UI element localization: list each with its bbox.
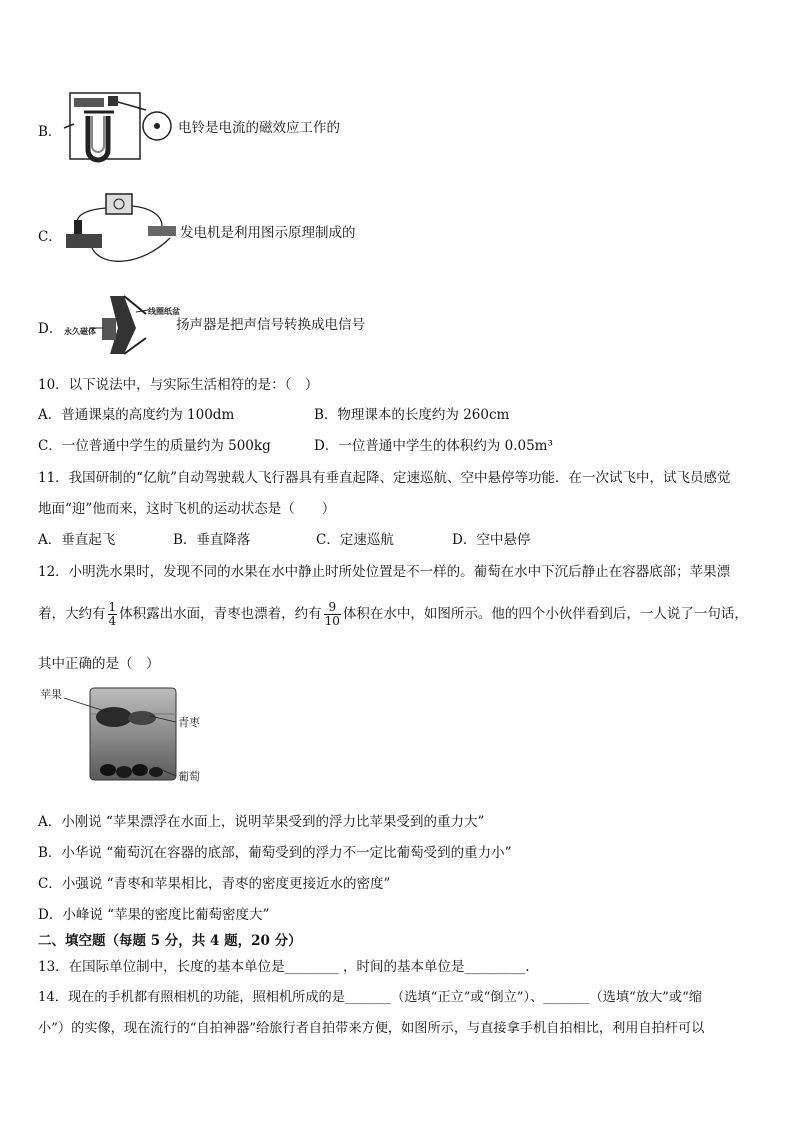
q10-option-c: C．一位普通中学生的质量约为 500kg — [38, 438, 271, 454]
q14-line1: 14．现在的手机都有照相机的功能，照相机所成的是_______（选填“正立”或“倒立”）、_______（选填“放大”或“缩 — [38, 990, 702, 1005]
q9-option-b-letter: B． — [38, 124, 62, 140]
q9-option-c-letter: C． — [38, 229, 62, 245]
q14-line2: 小”）的实像，现在流行的“自拍神器”给旅行者自拍带来方便，如图所示，与直接拿手机自拍相比，利用自拍杆可以 — [38, 1021, 705, 1036]
q10-option-a: A．普通课桌的高度约为 100dm — [38, 407, 235, 423]
q12-stem-line1: 12．小明洗水果时，发现不同的水果在水中静止时所处位置是不一样的。葡萄在水中下沉后静止在容器底部；苹果漂 — [38, 564, 731, 580]
generator-principle-figure — [62, 188, 180, 268]
fruits-in-water-figure — [38, 684, 218, 786]
q11-stem-line1: 11．我国研制的“亿航”自动驾驶载人飞行器具有垂直起降、定速巡航、空中悬停等功能．在一次试飞中，试飞员感觉 — [38, 470, 731, 486]
loudspeaker-label-magnet: 永久磁体 — [64, 327, 96, 336]
q11-option-c: C．定速巡航 — [316, 532, 394, 548]
fraction-numerator: 1 — [108, 600, 117, 614]
q11-option-d: D．空中悬停 — [452, 532, 531, 548]
q12-stem-part-c: 体积在水中，如图所示。他的四个小伙伴看到后，一人说了一句话， — [342, 606, 748, 622]
fraction-numerator: 9 — [324, 601, 341, 615]
q10-option-d: D．一位普通中学生的体积约为 0.05m³ — [314, 438, 553, 454]
q9-option-d-text: 扬声器是把声信号转换成电信号 — [176, 317, 365, 333]
q12-option-c: C．小强说 “青枣和苹果相比，青枣的密度更接近水的密度” — [38, 876, 391, 892]
label-grape: 葡萄 — [178, 770, 200, 783]
label-apple: 苹果 — [40, 688, 62, 701]
fraction-nine-tenths — [324, 601, 341, 628]
fraction-denominator: 10 — [324, 614, 340, 628]
q9-option-d-letter: D． — [38, 321, 63, 337]
q11-stem-line2: 地面“迎”他而来，这时飞机的运动状态是（ ） — [38, 501, 336, 517]
q12-stem-part-b: 体积露出水面，青枣也漂着，约有 — [119, 606, 322, 622]
q13-text: 13．在国际单位制中，长度的基本单位是________ ，时间的基本单位是_________. — [38, 959, 530, 975]
q10-option-b: B．物理课本的长度约为 260cm — [314, 407, 510, 423]
section2-title: 二、填空题（每题 5 分，共 4 题，20 分） — [38, 933, 302, 949]
q12-stem-part-a: 着，大约有 — [38, 606, 106, 622]
label-jujube: 青枣 — [178, 716, 200, 729]
q12-stem-line2 — [38, 599, 748, 629]
q9-option-c-text: 发电机是利用图示原理制成的 — [180, 225, 356, 241]
loudspeaker-label-coil: 线圈纸盆 — [148, 307, 180, 316]
q12-option-d: D．小峰说 “苹果的密度比葡萄密度大” — [38, 907, 270, 923]
q12-option-b: B．小华说 “葡萄沉在容器的底部，葡萄受到的浮力不一定比葡萄受到的重力小” — [38, 845, 512, 861]
q10-stem: 10．以下说法中，与实际生活相符的是：（ ） — [38, 377, 319, 393]
q12-stem-line3: 其中正确的是（ ） — [38, 656, 160, 672]
q11-option-b: B．垂直降落 — [173, 532, 251, 548]
q9-option-b-text: 电铃是电流的磁效应工作的 — [178, 120, 340, 136]
electric-bell-figure — [62, 88, 174, 166]
loudspeaker-figure — [62, 288, 180, 364]
fraction-denominator: 4 — [108, 614, 117, 628]
fraction-one-quarter — [108, 601, 118, 628]
q11-option-a: A．垂直起飞 — [38, 532, 116, 548]
q12-option-a: A．小刚说 “苹果漂浮在水面上，说明苹果受到的浮力比苹果受到的重力大” — [38, 814, 485, 830]
